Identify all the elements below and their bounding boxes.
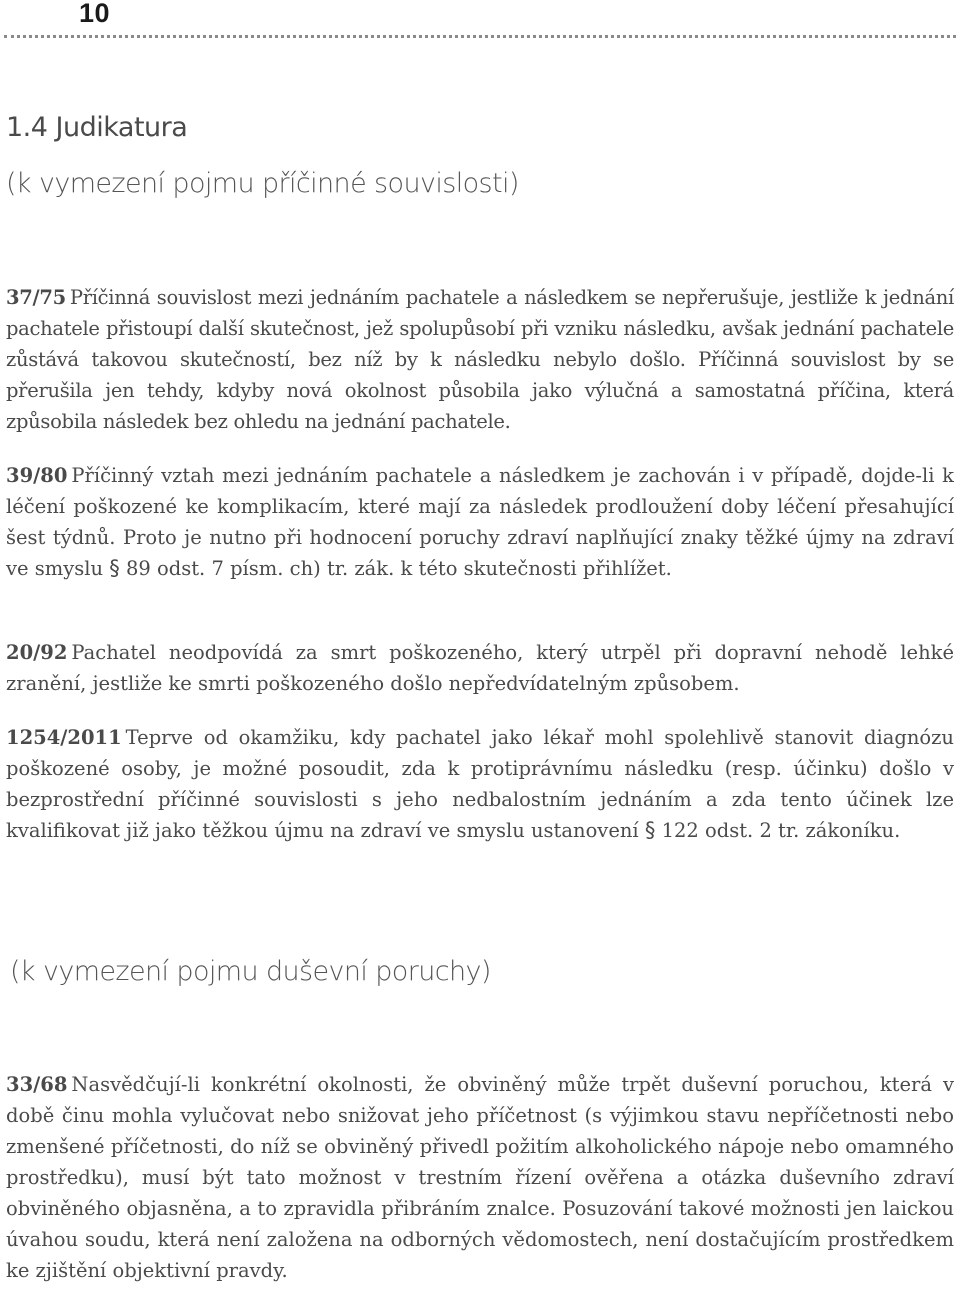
case-entry-20-92 — [6, 637, 954, 699]
case-reference: 33/68 — [6, 1073, 68, 1096]
section-sign: § — [644, 818, 656, 842]
case-text: Teprve od okamžiku, kdy pachatel jako lékař mohl spolehlivě stanovit diagnózu poškozené osoby, je možné posoudit, zda k protiprávnímu následku (resp. účinku) došlo v bezprostřední příčinné souvislosti s jeho nedbalostním jednáním a zda tento účinek lze kvalifikovat již jako těžkou újmu na zdraví ve smyslu ustanovení — [6, 726, 954, 842]
case-entry-1254-2011 — [6, 722, 954, 846]
case-text-continued: 89 odst. 7 písm. ch) tr. zák. k této skutečnosti přihlížet. — [125, 557, 672, 580]
case-entry-37-75 — [6, 282, 954, 437]
header-dotted-divider — [4, 35, 956, 38]
case-text: Příčinný vztah mezi jednáním pachatele a následkem je zachován i v případě, dojde-li k léčení poškozené ke komplikacím, které mají za následek prodloužení doby léčení přesahující šest týdnů. Proto je nutno při hodnocení poruchy zdraví naplňující znaky těžké újmy na zdraví ve smyslu — [6, 464, 954, 580]
case-text: Příčinná souvislost mezi jednáním pachatele a následkem se nepřerušuje, jestliže k jednání pachatele přistoupí další skutečnost, jež spolupůsobí při vzniku následku, avšak jednání pachatele zůstává takovou skutečností, bez níž by k následku nebylo došlo. Příčinná souvislost by se přerušila jen tehdy, kdyby nová okolnost působila jako výlučná a samostatná příčina, která způsobila následek bez ohledu na jednání pachatele. — [6, 286, 954, 433]
case-text: Nasvědčují-li konkrétní okolnosti, že obviněný může trpět duševní poruchou, která v době činu mohla vylučovat nebo snižovat jeho příčetnost (s výjimkou stavu nepříčetnosti nebo zmenšené příčetnosti, do níž se obviněný přivedl požitím alkoholického nápoje nebo omamného prostředku), musí být tato možnost v trestním řízení ověřena a otázka duševního zdraví obviněného objasněna, a to zpravidla přibráním znalce. Posuzování takové možnosti jen laickou úvahou soudu, která není založena na odborných vědomostech, není dostačujícím prostředkem ke zjištění objektivní pravdy. — [6, 1073, 954, 1282]
case-entry-33-68 — [6, 1069, 954, 1286]
case-reference: 37/75 — [6, 286, 66, 309]
subtitle-causation: (k vymezení pojmu příčinné souvislosti) — [6, 168, 519, 199]
case-text-continued: 122 odst. 2 tr. zákoníku. — [661, 819, 901, 842]
case-reference: 20/92 — [6, 641, 68, 664]
section-title: 1.4 Judikatura — [6, 112, 188, 143]
section-sign: § — [109, 556, 120, 580]
case-reference: 39/80 — [6, 464, 68, 487]
case-text: Pachatel neodpovídá za smrt poškozeného, který utrpěl při dopravní nehodě lehké zranění, jestliže ke smrti poškozeného došlo nepředvídatelným způsobem. — [6, 641, 954, 695]
case-entry-39-80 — [6, 460, 954, 584]
subtitle-mental-disorder: (k vymezení pojmu duševní poruchy) — [10, 956, 491, 987]
case-reference: 1254/2011 — [6, 726, 122, 749]
page-number: 10 — [79, 0, 111, 28]
